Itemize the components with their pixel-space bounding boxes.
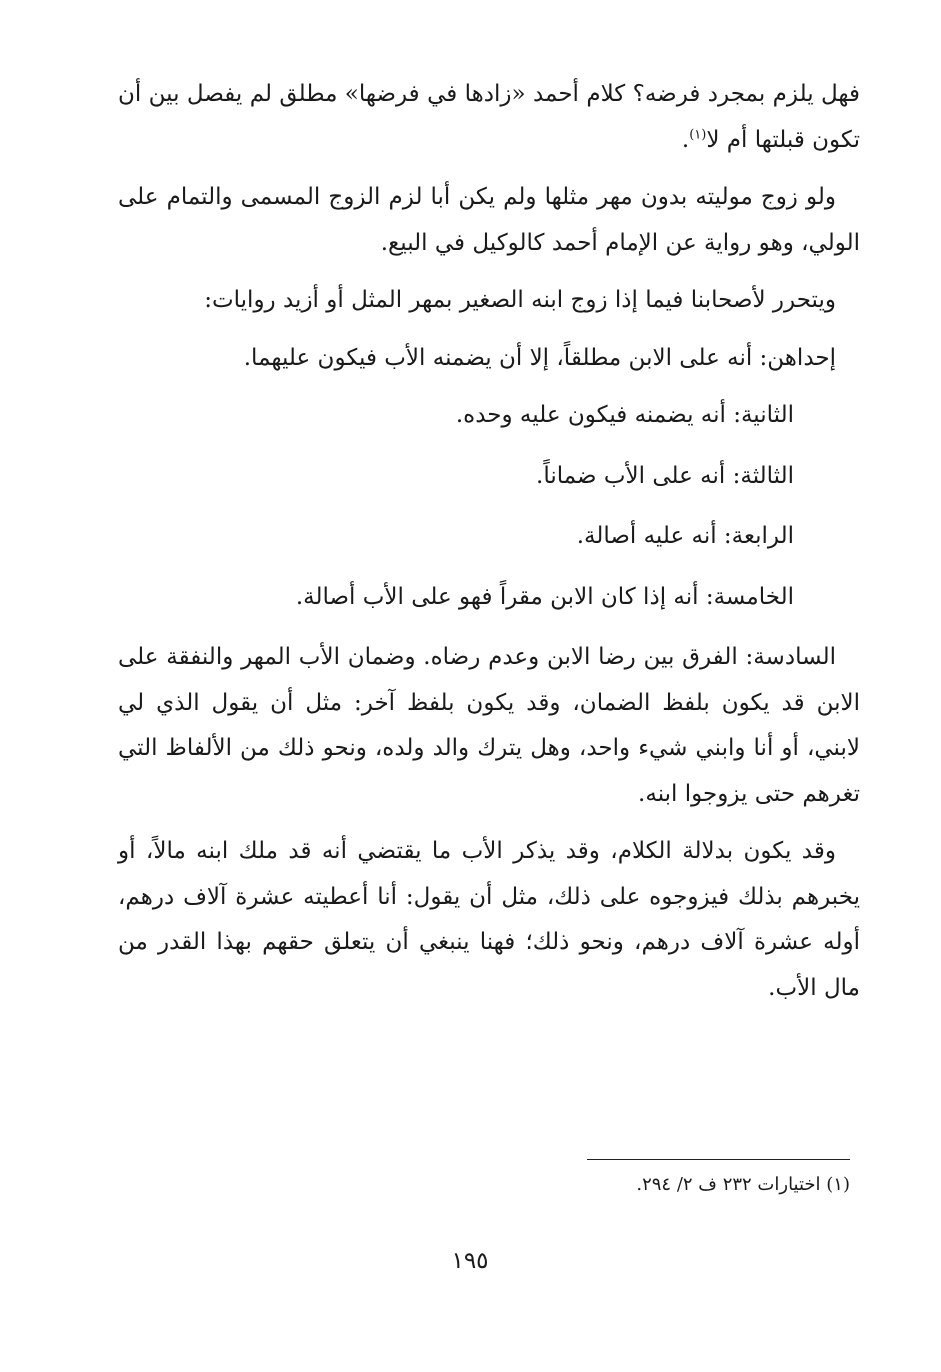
paragraph-1 [118,72,860,163]
paragraph-2: ولو زوج موليته بدون مهر مثلها ولم يكن أبا لزم الزوج المسمى والتمام على الولي، وهو رواية عن الإمام أحمد كالوكيل في البيع. [118,184,860,256]
paragraph-7: وقد يكون بدلالة الكلام، وقد يذكر الأب ما يقتضي أنه قد ملك ابنه مالاً، أو يخبرهم بذلك فيزوجوه على ذلك، مثل أن يقول: أنا أعطيته عشرة آلاف درهم، أوله عشرة آلاف درهم، ونحو ذلك؛ فهنا ينبغي أن يتعلق حقهم بهذا القدر من مال الأب. [118,838,860,1001]
list-item-fourth: الرابعة: أنه عليه أصالة. [576,523,794,549]
list-item-fifth: الخامسة: أنه إذا كان الابن مقراً فهو على الأب أصالة. [295,583,794,610]
footnote-divider [587,1159,850,1160]
page-number: ١٩٥ [451,1248,489,1274]
paragraph-3: ويتحرر لأصحابنا فيما إذا زوج ابنه الصغير بمهر المثل أو أزيد روايات: [204,287,836,313]
list-item-third: الثالثة: أنه على الأب ضماناً. [536,462,794,489]
paragraph-4: إحداهن: أنه على الابن مطلقاً، إلا أن يضمنه الأب فيكون عليهما. [243,344,836,371]
paragraph-1-text: فهل يلزم بمجرد فرضه؟ كلام أحمد «زادها في فرضها» مطلق لم يفصل بين أن تكون قبلتها أم لا [118,81,860,153]
paragraph-6: السادسة: الفرق بين رضا الابن وعدم رضاه. وضمان الأب المهر والنفقة على الابن قد يكون بلفظ الضمان، وقد يكون بلفظ آخر: مثل أن يقول الذي لي لابني، أو أنا وابني شيء واحد، وهل يترك والد ولده، ونحو ذلك من الألفاظ التي تغرهم حتى يزوجوا ابنه. [118,644,860,807]
paragraph-1-end: . [681,126,690,153]
body-text [118,72,860,1023]
list-item-second: الثانية: أنه يضمنه فيكون عليه وحده. [455,402,794,428]
footnote-reference[interactable]: (١) [689,126,707,142]
footnote: (١) اختيارات ٢٣٢ ف ٢/ ٢٩٤. [636,1174,850,1195]
